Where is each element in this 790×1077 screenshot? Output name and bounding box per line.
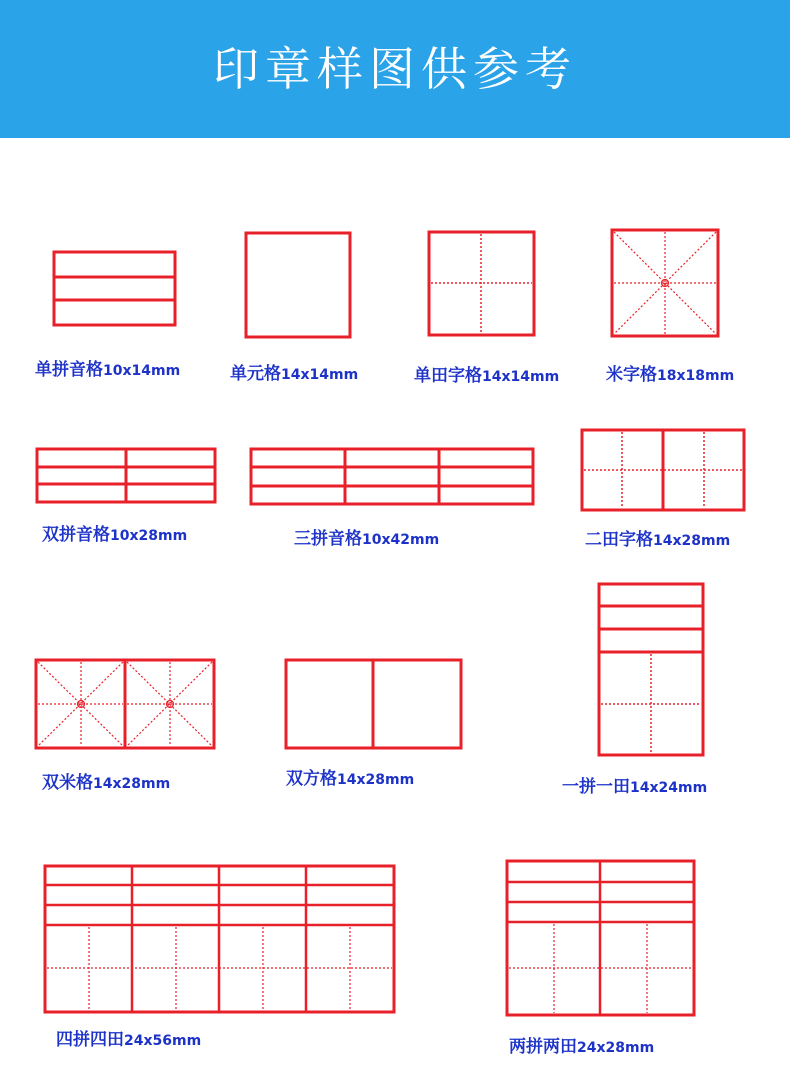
sample-pinyin-triple bbox=[251, 449, 533, 504]
sample-square-double bbox=[286, 660, 461, 748]
label-tian-single bbox=[414, 361, 559, 386]
label-name: 两拼两田 bbox=[509, 1037, 577, 1057]
label-name: 双方格 bbox=[286, 769, 337, 789]
label-name: 一拼一田 bbox=[562, 777, 630, 797]
label-pinyin-tian-quad bbox=[56, 1025, 201, 1050]
sample-pinyin-single bbox=[54, 252, 175, 325]
label-mi-single bbox=[606, 360, 734, 385]
sample-tian-single bbox=[429, 232, 534, 335]
label-unit-square bbox=[230, 359, 358, 384]
label-size: 24x56mm bbox=[124, 1033, 202, 1049]
sample-pinyin-tian-double bbox=[507, 861, 694, 1015]
label-size: 14x24mm bbox=[630, 780, 708, 796]
label-square-double bbox=[286, 764, 414, 789]
label-name: 四拼四田 bbox=[56, 1030, 124, 1050]
label-size: 14x14mm bbox=[281, 367, 359, 383]
sample-mi-double bbox=[36, 660, 214, 748]
label-name: 单拼音格 bbox=[35, 360, 103, 380]
label-tian-double bbox=[585, 525, 730, 550]
label-mi-double bbox=[42, 768, 170, 793]
label-pinyin-single bbox=[35, 355, 180, 380]
sample-unit-square bbox=[246, 233, 350, 337]
sample-mi-single bbox=[612, 230, 718, 336]
label-size: 14x28mm bbox=[337, 772, 415, 788]
label-name: 二田字格 bbox=[585, 530, 653, 550]
label-name: 单元格 bbox=[230, 364, 281, 384]
label-size: 10x14mm bbox=[103, 363, 181, 379]
label-size: 14x28mm bbox=[93, 776, 171, 792]
sample-pinyin-double bbox=[37, 449, 215, 502]
label-size: 10x28mm bbox=[110, 528, 188, 544]
label-name: 米字格 bbox=[606, 365, 657, 385]
label-size: 10x42mm bbox=[362, 532, 440, 548]
label-size: 18x18mm bbox=[657, 368, 735, 384]
label-name: 双米格 bbox=[42, 773, 93, 793]
sample-pinyin-tian-single bbox=[599, 584, 703, 755]
label-size: 24x28mm bbox=[577, 1040, 655, 1056]
label-name: 三拼音格 bbox=[294, 529, 362, 549]
label-size: 14x28mm bbox=[653, 533, 731, 549]
sample-pinyin-tian-quad bbox=[45, 866, 394, 1012]
page-title: 印章样图供参考 bbox=[213, 42, 577, 96]
label-pinyin-tian-single bbox=[562, 772, 707, 797]
sample-tian-double bbox=[582, 430, 744, 510]
label-pinyin-double bbox=[42, 520, 187, 545]
label-pinyin-tian-double bbox=[509, 1032, 654, 1057]
label-name: 双拼音格 bbox=[42, 525, 110, 545]
label-size: 14x14mm bbox=[482, 369, 560, 385]
label-name: 单田字格 bbox=[414, 366, 482, 386]
label-pinyin-triple bbox=[294, 524, 439, 549]
